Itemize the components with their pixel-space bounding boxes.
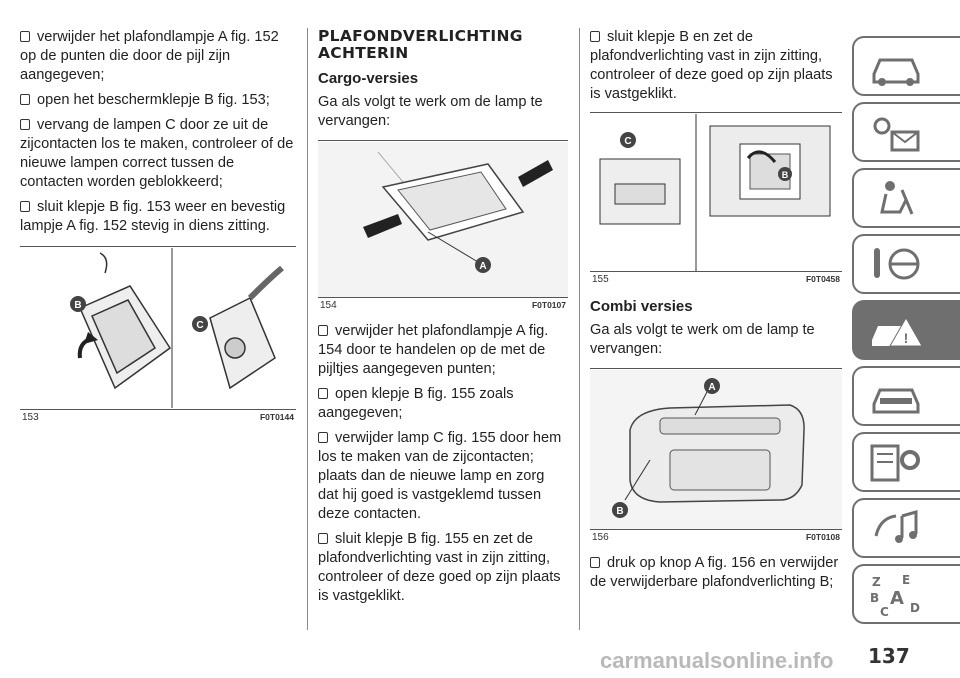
label-a: A xyxy=(708,382,716,393)
column-2 xyxy=(318,28,568,137)
instruction-paragraph: verwijder lamp C fig. 155 door hem los te maken van de zijcontacten; plaats dan de nieuwe lamp en zorg dat hij goed is vastgeklemd tussen deze contacten. xyxy=(318,430,562,522)
bullet-checkbox-icon xyxy=(318,432,328,443)
figure-caption xyxy=(590,529,842,544)
svg-text:!: ! xyxy=(903,330,909,346)
technical-data-icon xyxy=(866,440,926,486)
bullet-checkbox-icon xyxy=(20,119,30,130)
svg-text:Z: Z xyxy=(872,575,881,589)
ceiling-lamp-illustration xyxy=(318,142,568,298)
bullet-checkbox-icon xyxy=(590,31,600,42)
instruction-paragraph: open het beschermklepje B fig. 153; xyxy=(20,91,296,110)
column-3-lower xyxy=(590,554,842,598)
label-c: C xyxy=(624,136,632,147)
figure-code: F0T0144 xyxy=(259,412,294,422)
bullet-checkbox-icon xyxy=(20,201,30,212)
instruction-paragraph: sluit klepje B en zet de plafondverlichting vast in zijn zitting, controleer of deze goed op zijn plaats is vastgeklikt. xyxy=(590,29,833,102)
figure-number: 155 xyxy=(592,274,609,285)
instruction-paragraph: vervang de lampen C door ze uit de zijcontacten los te maken, controleer of de nieuwe lampen correct tussen de contacten worden geblokkeerd; xyxy=(20,117,294,190)
figure-code: F0T0108 xyxy=(805,532,840,542)
column-divider xyxy=(307,28,308,630)
page-number: 137 xyxy=(868,644,910,668)
figure-number: 154 xyxy=(320,300,337,311)
car-maintenance-icon xyxy=(866,374,926,420)
svg-text:E: E xyxy=(902,573,911,587)
chapter-tab-index[interactable] xyxy=(852,564,960,624)
label-b: B xyxy=(781,170,789,180)
chapter-tab-safety[interactable] xyxy=(852,168,960,228)
bullet-checkbox-icon xyxy=(318,533,328,544)
bullet-checkbox-icon xyxy=(20,31,30,42)
instruction-paragraph: druk op knop A fig. 156 en verwijder de verwijderbare plafondverlichting B; xyxy=(590,555,839,590)
svg-text:B: B xyxy=(870,591,880,605)
figure-number: 156 xyxy=(592,532,609,543)
instruction-paragraph: verwijder het plafondlampje A fig. 154 door te handelen op de met de pijltjes aangegeven punten; xyxy=(318,323,549,377)
intro-paragraph: Ga als volgt te werk om de lamp te vervangen: xyxy=(590,322,815,357)
subheading: Combi versies xyxy=(590,298,693,315)
bullet-checkbox-icon xyxy=(318,325,328,336)
bullet-checkbox-icon xyxy=(318,388,328,399)
figure-code: F0T0107 xyxy=(531,300,566,310)
chapter-tab-technical-data[interactable] xyxy=(852,432,960,492)
subheading: Cargo-versies xyxy=(318,70,419,87)
index-alphabet-icon xyxy=(866,572,926,618)
label-c: C xyxy=(196,320,204,331)
combi-lamp-illustration xyxy=(590,370,842,530)
warning-lights-icon xyxy=(866,110,926,156)
bullet-checkbox-icon xyxy=(20,94,30,105)
instruction-paragraph: sluit klepje B fig. 155 en zet de plafondverlichting vast in zijn zitting, controleer of deze goed op zijn plaats is vastgeklikt. xyxy=(318,531,561,604)
label-b: B xyxy=(74,300,82,311)
instruction-paragraph: verwijder het plafondlampje A fig. 152 op de punten die door de pijl zijn aangegeven; xyxy=(20,29,279,83)
figure-caption xyxy=(590,271,842,286)
watermark: carmanualsonline.info xyxy=(600,648,834,673)
svg-text:C: C xyxy=(880,605,889,618)
chapter-tab-emergency[interactable] xyxy=(852,300,960,360)
figure-caption xyxy=(20,409,296,424)
svg-text:D: D xyxy=(910,601,920,615)
lamp-compartment-illustration xyxy=(590,114,842,272)
airbag-safety-icon xyxy=(866,176,926,222)
column-divider xyxy=(579,28,580,630)
instruction-paragraph: open klepje B fig. 155 zoals aangegeven; xyxy=(318,386,514,421)
chapter-tab-multimedia[interactable] xyxy=(852,498,960,558)
chapter-tab-maintenance[interactable] xyxy=(852,366,960,426)
figure-154 xyxy=(318,140,568,312)
intro-paragraph: Ga als volgt te werk om de lamp te vervangen: xyxy=(318,94,543,129)
chapter-tab-dashboard[interactable] xyxy=(852,36,960,96)
label-b: B xyxy=(616,506,624,517)
column-1 xyxy=(20,28,296,242)
figure-caption xyxy=(318,297,568,312)
car-dashboard-icon xyxy=(866,44,926,90)
multimedia-icon xyxy=(866,506,926,552)
figure-156 xyxy=(590,368,842,544)
column-2-lower xyxy=(318,322,568,612)
bullet-checkbox-icon xyxy=(590,557,600,568)
column-3 xyxy=(590,28,842,110)
steering-wheel-key-icon xyxy=(866,242,926,288)
figure-153 xyxy=(20,246,296,424)
instruction-paragraph: sluit klepje B fig. 153 weer en bevestig lampje A fig. 152 stevig in diens zitting. xyxy=(20,199,286,234)
figure-155 xyxy=(590,112,842,286)
chapter-tab-starting-driving[interactable] xyxy=(852,234,960,294)
svg-text:A: A xyxy=(890,588,904,609)
lamp-housing-illustration xyxy=(20,248,296,408)
section-heading: PLAFONDVERLICHTING ACHTERIN xyxy=(318,27,523,62)
chapter-tab-warning-lights[interactable] xyxy=(852,102,960,162)
emergency-breakdown-icon xyxy=(866,308,926,354)
column-3-middle xyxy=(590,298,842,365)
figure-code: F0T0458 xyxy=(805,274,840,284)
label-a: A xyxy=(479,261,487,272)
figure-number: 153 xyxy=(22,412,39,423)
